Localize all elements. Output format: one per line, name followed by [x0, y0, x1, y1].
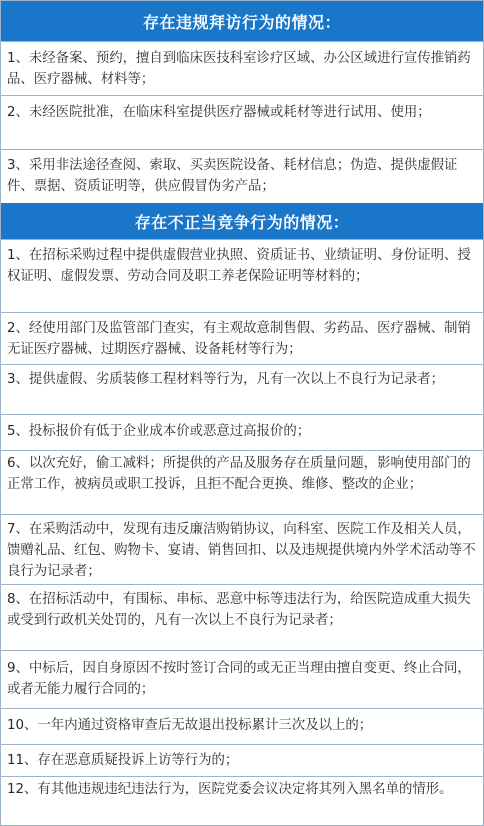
item-text: 2、经使用部门及监管部门查实，有主观故意制售假、劣药品、医疗器械、制销无证医疗器械、过期医疗器械、设备耗材等行为； [7, 321, 471, 357]
list-item [1, 744, 483, 776]
list-item [1, 95, 483, 149]
item-text: 3、提供虚假、劣质装修工程材料等行为，凡有一次以上不良行为记录者； [7, 372, 445, 387]
item-text: 9、中标后，因自身原因不按时签订合同的或无正当理由擅自变更、终止合同，或者无能力履行合同的； [7, 661, 471, 697]
list-item [1, 708, 483, 744]
list-item [1, 776, 483, 825]
item-text: 5、投标报价有低于企业成本价或恶意过高报价的； [7, 424, 311, 439]
list-item [1, 41, 483, 95]
list-item [1, 514, 483, 584]
list-item [1, 239, 483, 312]
list-item [1, 584, 483, 650]
section-header-unfair-competition: 存在不正当竞争行为的情况： [1, 203, 483, 239]
item-text: 6、以次充好，偷工减料；所提供的产品及服务存在质量问题，影响使用部门的正常工作，被病员或职工投诉，且拒不配合更换、维修、整改的企业； [7, 456, 471, 492]
list-item [1, 149, 483, 203]
list-item [1, 450, 483, 514]
item-text: 1、在招标采购过程中提供虚假营业执照、资质证书、业绩证明、身份证明、授权证明、虚假发票、劳动合同及职工养老保险证明等材料的； [7, 248, 471, 284]
item-text: 12、有其他违规违纪违法行为，医院党委会议决定将其列入黑名单的情形。 [7, 782, 453, 797]
item-text: 11、存在恶意质疑投诉上访等行为的； [7, 753, 239, 768]
list-item [1, 414, 483, 450]
item-text: 3、采用非法途径查阅、索取、买卖医院设备、耗材信息；伪造、提供虚假证件、票据、资质证明等，供应假冒伪劣产品； [7, 158, 458, 194]
item-text: 1、未经备案、预约，擅自到临床医技科室诊疗区域、办公区域进行宣传推销药品、医疗器械、材料等； [7, 51, 471, 87]
list-item [1, 312, 483, 364]
section-header-improper-visits: 存在违规拜访行为的情况： [1, 1, 483, 41]
item-text: 2、未经医院批准，在临床科室提供医疗器械或耗材等进行试用、使用； [7, 105, 431, 120]
item-text: 7、在采购活动中，发现有违反廉洁购销协议，向科室、医院工作及相关人员，馈赠礼品、红包、购物卡、宴请、销售回扣、以及违规提供境内外学术活动等不良行为记录者； [7, 522, 476, 579]
list-item [1, 650, 483, 708]
item-text: 8、在招标活动中，有围标、串标、恶意中标等违法行为，给医院造成重大损失或受到行政机关处罚的，凡有一次以上不良行为记录者； [7, 592, 471, 628]
list-item [1, 364, 483, 414]
item-text: 10、一年内通过资格审查后无故退出投标累计三次及以上的； [7, 718, 373, 733]
